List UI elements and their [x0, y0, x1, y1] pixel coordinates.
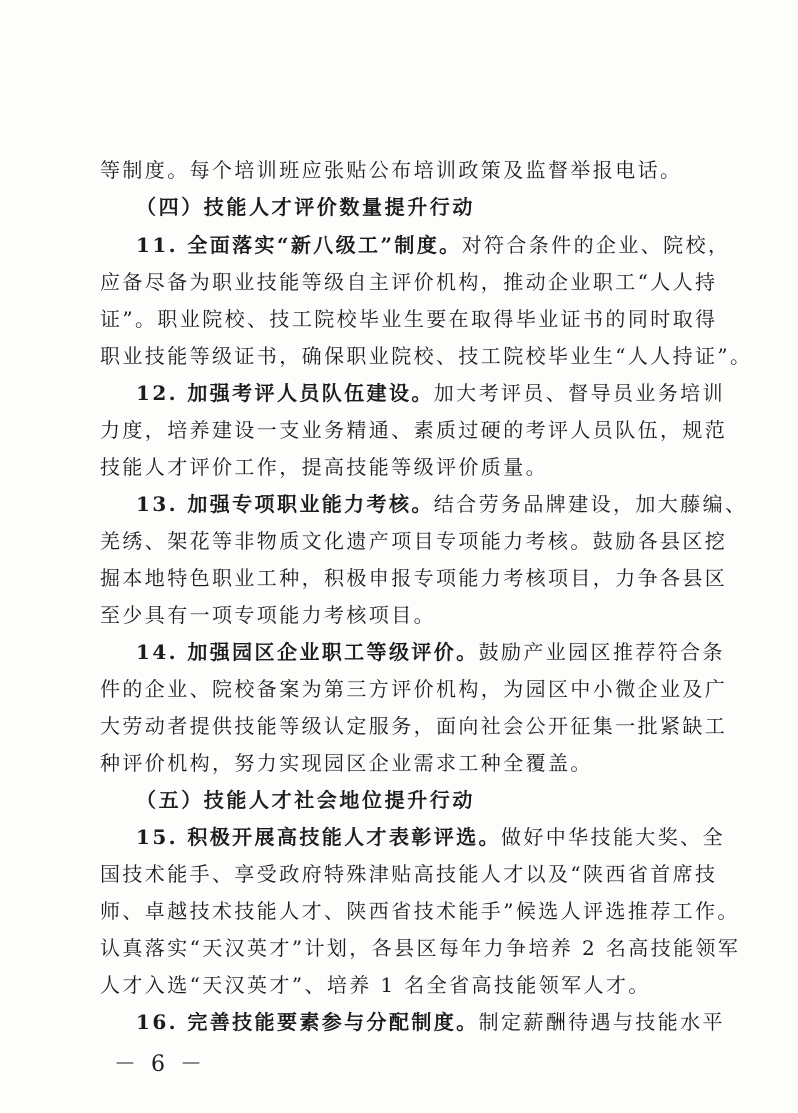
page-number: － 6 －: [114, 1052, 206, 1077]
section-heading-5: （五）技能人才社会地位提升行动: [136, 788, 475, 812]
text-line: 师、卓越技术技能人才、陕西省技术能手”候选人评选推荐工作。: [100, 899, 740, 923]
item-11-text: 对符合条件的企业、院校，: [461, 233, 731, 257]
item-14-line: [136, 636, 725, 668]
item-12-text: 加大考评员、督导员业务培训: [433, 381, 725, 405]
item-12-line: [136, 377, 725, 409]
item-13-text: 结合劳务品牌建设，加大藤编、: [433, 492, 748, 516]
text-line: 职业技能等级证书，确保职业院校、技工院校毕业生“人人持证”。: [100, 344, 753, 368]
text-line: 应备尽备为职业技能等级自主评价机构，推动企业职工“人人持: [100, 270, 718, 294]
item-16-line: [136, 1006, 725, 1038]
text-line: 技能人才评价工作，提高技能等级评价质量。: [100, 455, 548, 479]
text-line: 种评价机构，努力实现园区企业需求工种全覆盖。: [100, 751, 593, 775]
text-line: 人才入选“天汉英才”、培养 1 名全省高技能领军人才。: [100, 973, 651, 997]
text-line: 证”。职业院校、技工院校毕业生要在取得毕业证书的同时取得: [100, 307, 718, 331]
item-12-heading: 12. 加强考评人员队伍建设。: [136, 381, 434, 405]
item-14-text: 鼓励产业园区推荐符合条: [478, 640, 725, 664]
item-15-text: 做好中华技能大奖、全: [500, 825, 725, 849]
text-line: 羌绣、架花等非物质文化遗产项目专项能力考核。鼓励各县区挖: [100, 529, 728, 553]
item-15-heading: 15. 积极开展高技能人才表彰评选。: [136, 825, 501, 849]
text-line: 掘本地特色职业工种，积极申报专项能力考核项目，力争各县区: [100, 566, 728, 590]
text-line: 等制度。每个培训班应张贴公布培训政策及监督举报电话。: [100, 158, 683, 182]
text-line: 国技术能手、享受政府特殊津贴高技能人才以及“陕西省首席技: [100, 862, 718, 886]
item-16-text: 制定薪酬待遇与技能水平: [478, 1010, 725, 1034]
text-line: 大劳动者提供技能等级认定服务，面向社会公开征集一批紧缺工: [100, 714, 728, 738]
item-11-line: [136, 229, 731, 261]
text-line: 认真落实“天汉英才”计划，各县区每年力争培养 2 名高技能领军: [100, 936, 741, 960]
item-15-line: [136, 821, 725, 853]
text-line: 件的企业、院校备案为第三方评价机构，为园区中小微企业及广: [100, 677, 728, 701]
text-line: 力度，培养建设一支业务精通、素质过硬的考评人员队伍，规范: [100, 418, 728, 442]
item-14-heading: 14. 加强园区企业职工等级评价。: [136, 640, 479, 664]
text-line: 至少具有一项专项能力考核项目。: [100, 603, 436, 627]
section-heading-4: （四）技能人才评价数量提升行动: [136, 195, 475, 219]
item-13-line: [136, 488, 748, 520]
item-11-heading: 11. 全面落实“新八级工”制度。: [136, 233, 462, 257]
item-16-heading: 16. 完善技能要素参与分配制度。: [136, 1010, 479, 1034]
item-13-heading: 13. 加强专项职业能力考核。: [136, 492, 434, 516]
